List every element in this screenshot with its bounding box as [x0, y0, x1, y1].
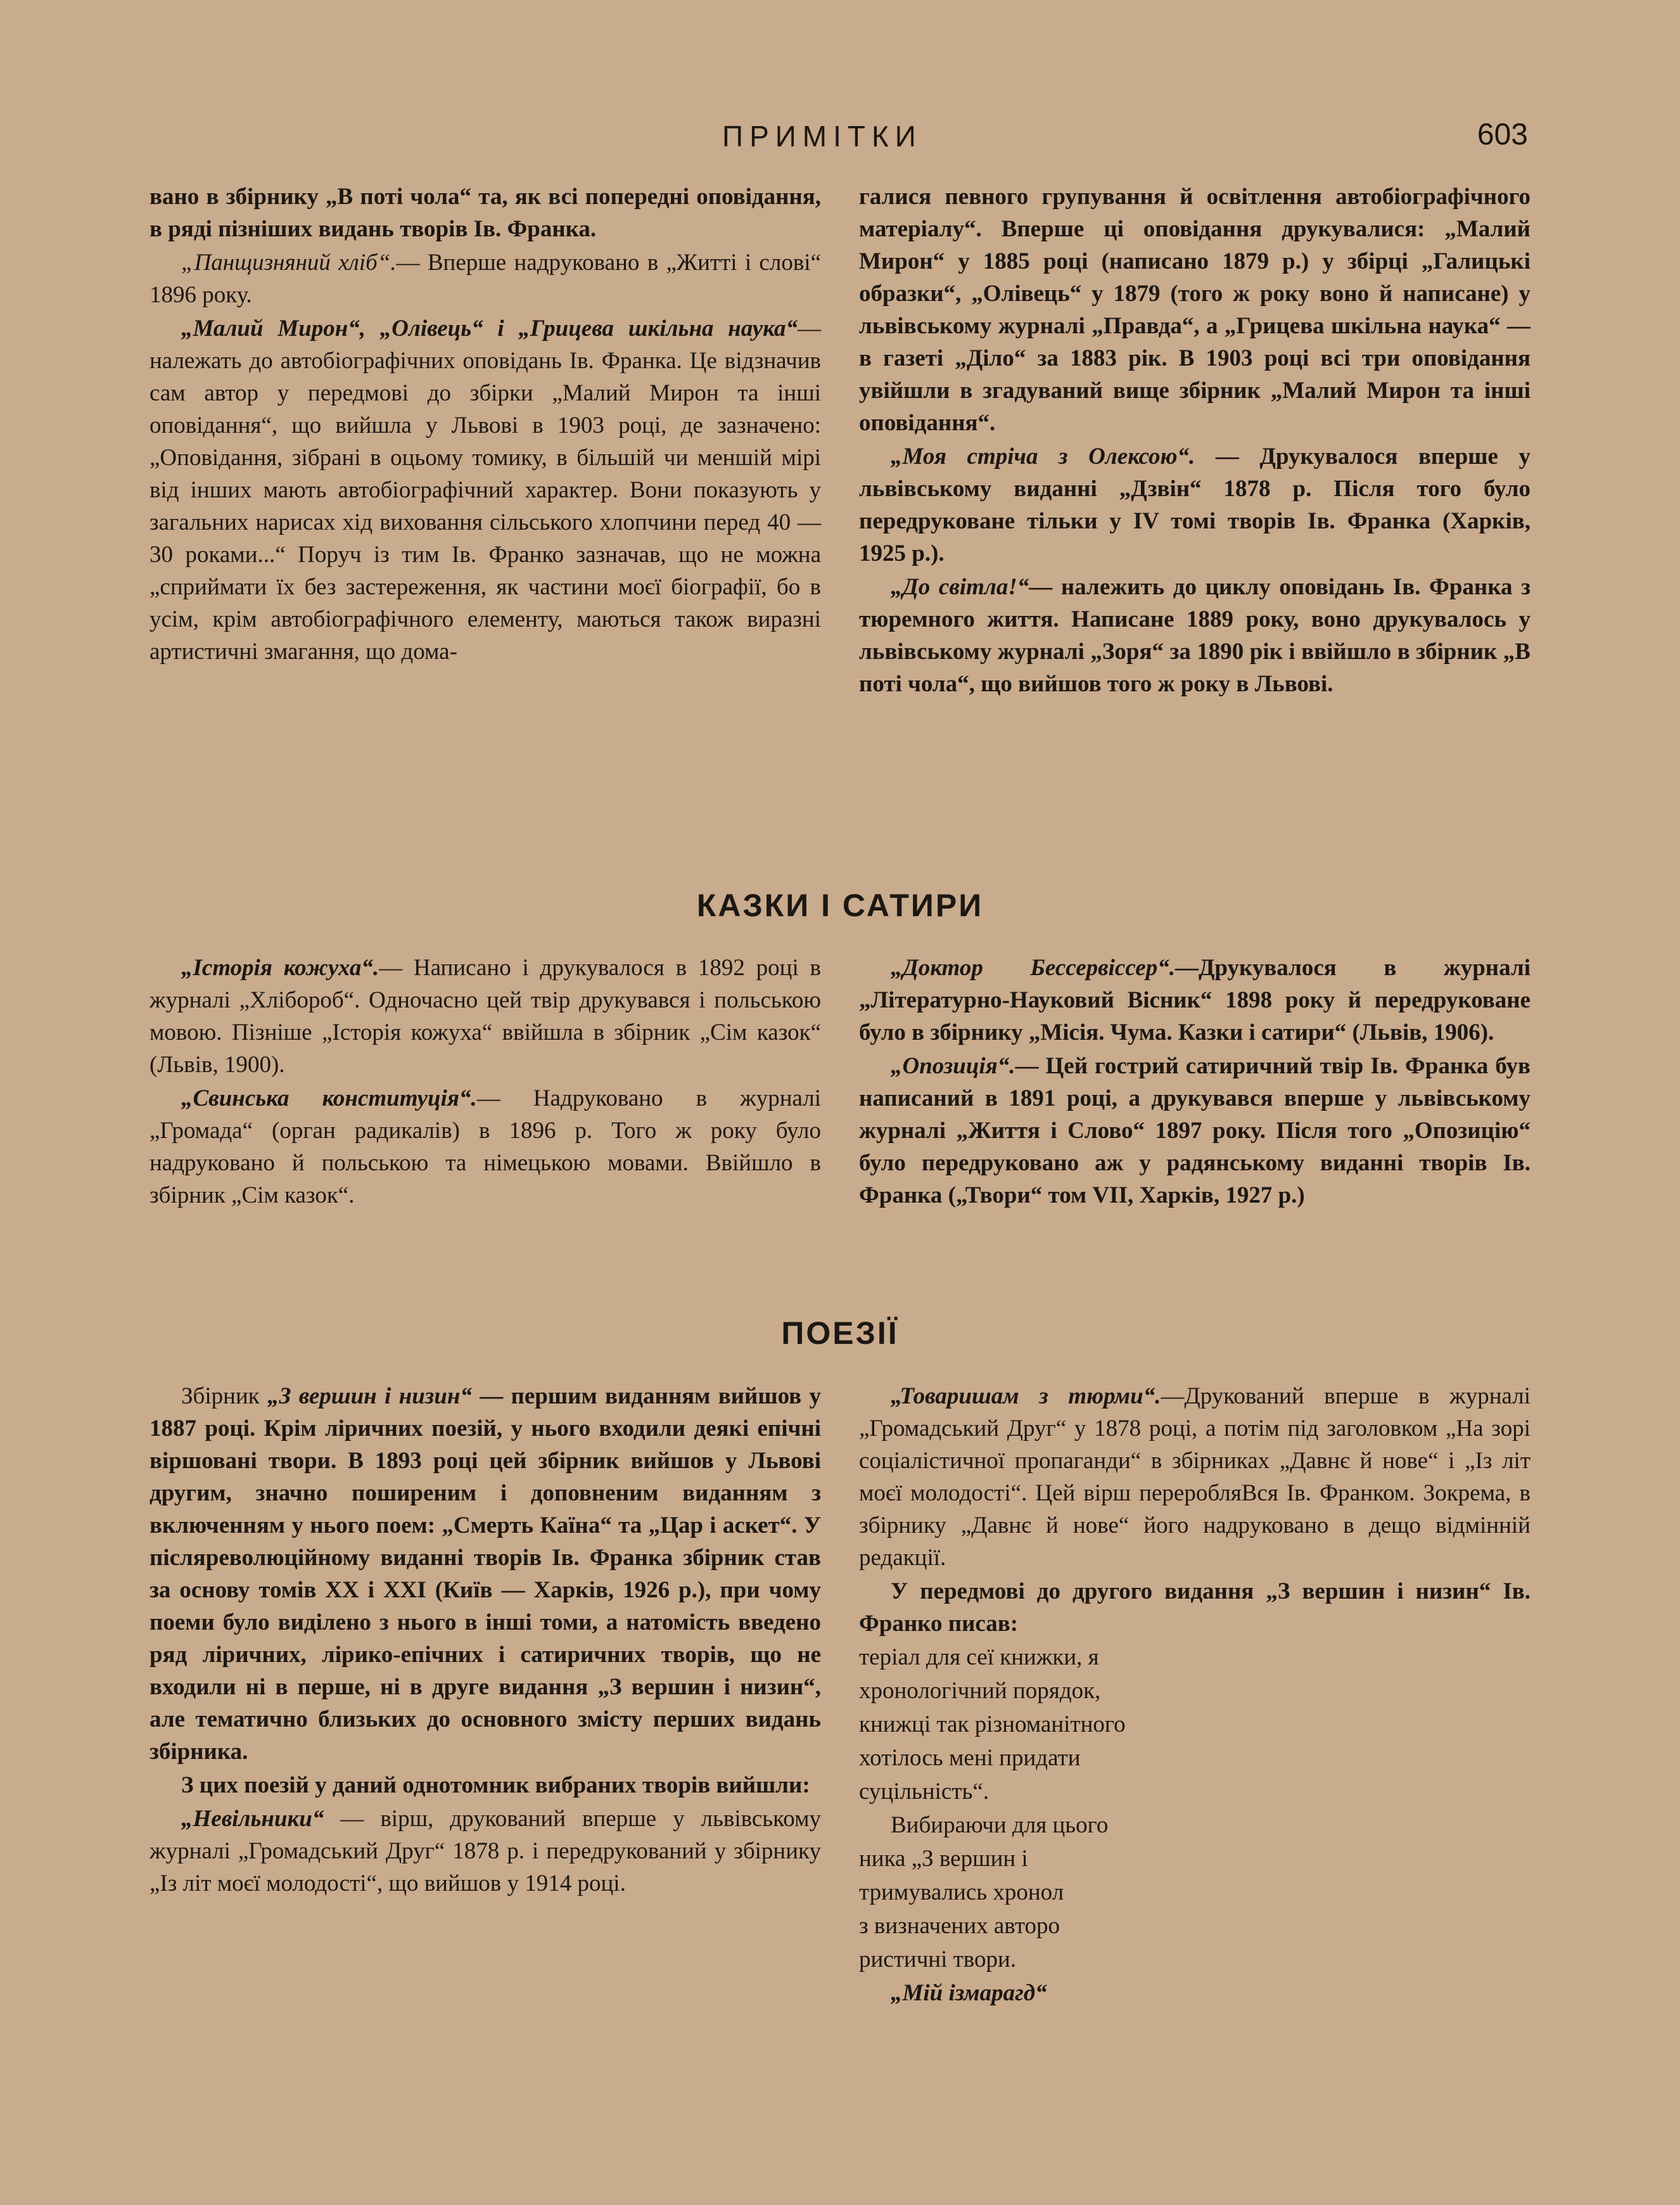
note-entry: „Мій ізмарагд“ [891, 1980, 1047, 2006]
note-entry: „Свинська конституція“.— Надруковано в журналі „Громада“ (орган радикалів) в 1896 р. Того ж року було надруковано й польською та німецькою мовами. Ввійшло в збірник „Сім казок“. [150, 1085, 822, 1208]
note-entry: „Доктор Бессервіссер“.—Друкувалося в журналі „Літературно-Науковий Вісник“ 1898 року й передруковане було в збірнику „Місія. Чума. Казки і сатири“ (Львів, 1906). [859, 955, 1530, 1045]
section-right-column [859, 952, 1530, 1213]
paragraph: галися певного групування й освітлення автобіографічного матеріалу“. Вперше ці оповідання друкувалися: „Малий Мирон“ у 1885 році (написано 1879 р.) у збірці „Галицькі образки“, „Олівець“ у 1879 (того ж року воно й написане) у львівському журналі „Правда“, а „Грицева шкільна наука“ — в газеті „Діло“ за 1883 рік. В 1903 році всі три оповідання увійшли в згадуваний вище збірник „Малий Мирон та інші оповідання“. [859, 184, 1530, 436]
paragraph-fragment: з визначених авторо [859, 1913, 1060, 1939]
note-entry: „Невільники“ — вірш, друкований вперше у львівському журналі „Громадський Друг“ 1878 р. і передрукований у збірнику „Із літ моєї молодості“, що вийшов у 1914 році. [150, 1806, 821, 1896]
quote-fragment: хронологічний порядок, [859, 1678, 1101, 1704]
running-title: ПРИМІТКИ [722, 120, 922, 153]
section-heading: ПОЕЗІЇ [781, 1315, 899, 1351]
quote-fragment: теріал для сеї книжки, я [859, 1644, 1099, 1670]
paragraph: У передмові до другого видання „З вершин і низин“ Ів. Франко писав: [859, 1578, 1530, 1637]
note-entry: „Товаришам з тюрми“.—Друкований вперше в журналі „Громадський Друг“ у 1878 році, а потім під заголовком „На зорі соціалістичної пропаганди“ в збірниках „Давнє й нове“ і „Із літ моєї молодості“. Цей вірш переробляВся Ів. Франком. Зокрема, в збірнику „Давнє й нове“ його надруковано в дещо відмінній редакції. [859, 1383, 1530, 1571]
prose-right-column [859, 181, 1530, 701]
quote-fragment: книжці так різноманітного [859, 1711, 1126, 1737]
note-entry: „Історія кожуха“.— Написано і друкувалося в 1892 році в журналі „Хлібороб“. Одночасно цей твір друкувався і польською мовою. Пізніше „Історія кожуха“ ввійшла в збірник „Сім казок“ (Львів, 1900). [150, 955, 821, 1078]
paragraph: З цих поезій у даний однотомник вибраних творів вийшли: [181, 1772, 810, 1798]
paragraph-fragment: ника „З вершин і [859, 1846, 1028, 1872]
quote-fragment: хотілось мені придати [859, 1745, 1081, 1771]
page-number: 603 [1477, 118, 1528, 151]
note-entry: „Опозиція“.— Цей гострий сатиричний твір Ів. Франка був написаний в 1891 році, а друкувався вперше у львівському журналі „Життя і Слово“ 1897 року. Після того „Опозицію“ було передруковано аж у радянському виданні творів Ів. Франка („Твори“ том VII, Харків, 1927 р.) [859, 1053, 1530, 1208]
note-entry: Збірник „З вершин і низин“ — першим виданням вийшов у 1887 році. Крім ліричних поезій, у нього входили деякі епічні віршовані твори. В 1893 році цей збірник вийшов у Львові другим, значно поширеним і доповненим виданням з включенням у нього поем: „Смерть Каїна“ та „Цар і аскет“. У післяреволюційному виданні творів Ів. Франка збірник став за основу томів XX і XXI (Київ — Харків, 1926 р.), при чому поеми було виділено з нього в інші томи, а натомість введено ряд ліричних, лірико-епічних і сатиричних творів, що не входили ні в перше, ні в друге видання „З вершин і низин“, але тематично близьких до основного змісту перших видань збірника. [150, 1383, 821, 1765]
prose-left-column [150, 181, 821, 669]
section-left-column [150, 1380, 821, 1901]
section-left-column [150, 952, 821, 1213]
paragraph-fragment: ристичні твори. [859, 1946, 1017, 1972]
section-heading: КАЗКИ І САТИРИ [696, 888, 984, 923]
note-entry: „До світла!“— належить до циклу оповідань Ів. Франка з тюремного життя. Написане 1889 року, воно друкувалось у львівському журналі „Зоря“ за 1890 рік і ввійшло в збірник „В поті чола“, що вийшов того ж року в Львові. [859, 574, 1530, 697]
paragraph-fragment: тримувались хронол [859, 1879, 1064, 1905]
paragraph: вано в збірнику „В поті чола“ та, як всі попередні оповідання, в ряді пізніших видань творів Ів. Франка. [150, 184, 821, 242]
note-entry: „Малий Мирон“, „Олівець“ і „Грицева шкільна наука“— належать до автобіографічних оповідань Ів. Франка. Це відзначив сам автор у передмові до збірки „Малий Мирон та інші оповідання“, що вийшла у Львові в 1903 році, де зазначено: „Оповідання, зібрані в оцьому томику, в більшій чи меншій мірі від інших мають автобіографічний характер. Вони показують у загальних нарисах хід виховання сільського хлопчини перед 40 — 30 роками...“ Поруч із тим Ів. Франко зазначав, що не можна „сприймати їх без застереження, як частини моєї біографії, бо в усім, крім автобіографічного елементу, маються також виразні артистичні змагання, що дома- [150, 316, 821, 665]
paragraph-fragment: Вибираючи для цього [891, 1812, 1109, 1838]
section-right-column [859, 1380, 1530, 2010]
note-entry: „Панщизняний хліб“.— Вперше надруковано в „Житті і слові“ 1896 року. [150, 250, 821, 308]
quote-fragment: суцільність“. [859, 1779, 990, 1805]
note-entry: „Моя стріча з Олексою“. — Друкувалося вперше у львівському виданні „Дзвін“ 1878 р. Після того було передруковане тільки у IV томі творів Ів. Франка (Харків, 1925 р.). [859, 444, 1530, 566]
